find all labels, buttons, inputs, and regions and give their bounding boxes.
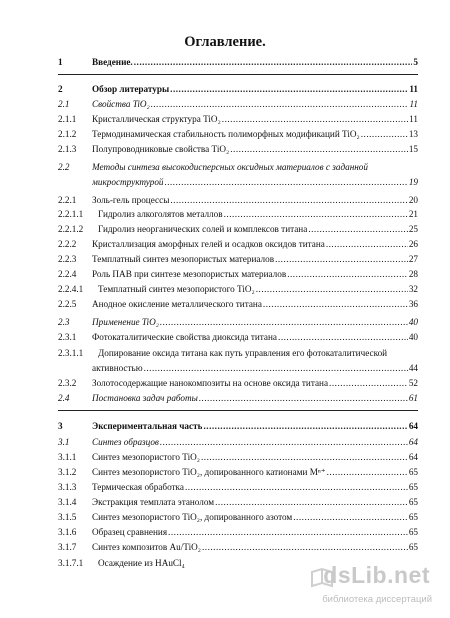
toc-entry-label: Введение.	[92, 57, 133, 67]
toc-entry	[58, 376, 418, 390]
toc-entry-label: Кристаллизация аморфных гелей и осадков оксидов титана	[92, 239, 325, 249]
toc-entry-page: 13	[408, 129, 418, 139]
toc-entry-number: 2.2.2	[58, 239, 77, 249]
toc-entry-label: Экспериментальная часть	[92, 421, 203, 431]
toc-leader-dots	[215, 495, 408, 509]
toc-entry-page: 15	[408, 144, 418, 154]
toc-entry-label: Золотосодержащие нанокомпозиты на основе оксида титана	[92, 378, 329, 388]
toc-leader-dots	[263, 297, 408, 311]
toc-entry-label: Гидролиз неорганических солей и комплексов титана	[98, 224, 308, 234]
toc-entry	[58, 525, 418, 539]
toc-entry-label: Применение TiO₂	[92, 317, 159, 327]
toc-entry	[58, 540, 418, 554]
toc-entry-number: 2.3.1	[58, 332, 77, 342]
toc-leader-dots	[185, 480, 408, 494]
toc-entry-page: 11	[409, 99, 418, 109]
toc-entry-number: 2.2.1.2	[58, 224, 84, 234]
toc-entry-label: Кристаллическая структура TiO₂	[92, 114, 221, 124]
toc-entry-number: 2.4	[58, 393, 70, 403]
toc-leader-dots	[165, 175, 408, 189]
toc-entry-number: 3.1.5	[58, 512, 77, 522]
toc-entry-number: 2.1.1	[58, 114, 77, 124]
toc-entry	[58, 450, 418, 464]
toc-entry	[58, 55, 418, 69]
toc-leader-dots	[230, 142, 408, 156]
toc-entry-page: 19	[408, 177, 418, 187]
toc-entry-label: Полупроводниковые свойства TiO₂	[92, 144, 230, 154]
toc-leader-dots	[170, 193, 407, 207]
toc-leader-dots	[327, 465, 408, 479]
toc-leader-dots	[224, 207, 408, 221]
toc-entry-label: Свойства TiO₂	[92, 99, 150, 109]
toc-leader-dots	[361, 127, 408, 141]
toc-leader-dots	[256, 282, 408, 296]
toc-entry-number: 2.2.4	[58, 269, 77, 279]
toc-entry-number: 2.2.3	[58, 254, 77, 264]
toc-entry-page: 5	[413, 57, 418, 67]
toc-entry-label: Темплатный синтез мезопористых материалов	[92, 254, 275, 264]
toc-entry	[58, 142, 418, 156]
toc-entry-number: 1	[58, 57, 63, 67]
toc-entry-label: Обзор литературы	[92, 84, 170, 94]
toc-entry	[58, 282, 418, 296]
toc-entry	[58, 207, 418, 221]
toc-leader-dots	[160, 315, 408, 329]
toc-entry	[58, 391, 418, 405]
toc-entry-label: Синтез мезопористого TiO₂, допированного катионами Mⁿ⁺	[92, 467, 326, 477]
toc-leader-dots	[278, 330, 408, 344]
toc-leader-dots	[308, 222, 408, 236]
toc-entry-page: 44	[408, 363, 418, 373]
toc-entry-label: Осаждение из HAuCl₄	[98, 558, 185, 568]
toc-entry-page: 65	[408, 527, 418, 537]
toc-entry	[58, 297, 418, 311]
toc-entry-page: 40	[408, 332, 418, 342]
toc-entry-number: 2.3.2	[58, 378, 77, 388]
toc-leader-dots	[222, 112, 408, 126]
toc-entry-label: Допирование оксида титана как путь управления его фотокаталитической	[98, 348, 388, 358]
page-title: Оглавление.	[184, 34, 266, 50]
toc-entry-number: 2	[58, 84, 63, 94]
toc-leader-dots	[326, 237, 408, 251]
toc-entry	[58, 175, 418, 189]
toc-entry	[58, 465, 418, 479]
toc-leader-dots	[287, 267, 408, 281]
toc-leader-dots	[293, 510, 408, 524]
toc-entry-number: 3.1.6	[58, 527, 77, 537]
toc-entry-number: 3.1.3	[58, 482, 77, 492]
watermark-subtitle: библиотека диссертаций	[322, 594, 432, 605]
toc-entry-page: 64	[408, 452, 418, 462]
toc-entry-label: Экстракция темплата этанолом	[92, 497, 215, 507]
section-divider	[58, 74, 418, 75]
toc-entry-number: 3.1.4	[58, 497, 77, 507]
toc-entry-label: Темплатный синтез мезопористого TiO₂	[98, 284, 255, 294]
toc-entry	[58, 315, 418, 329]
toc-entry-number: 3.1.1	[58, 452, 77, 462]
toc-entry	[58, 82, 418, 96]
toc-entry-page: 32	[408, 284, 418, 294]
toc-entry-page: 64	[408, 437, 418, 447]
toc-entry-page: 21	[408, 209, 418, 219]
toc-entry-page: 61	[408, 393, 418, 403]
toc-entry-number: 2.2	[58, 162, 70, 172]
toc-entry	[58, 495, 418, 509]
toc-entry-label: Постановка задач работы	[92, 393, 198, 403]
toc-entry-page: 26	[408, 239, 418, 249]
toc-leader-dots	[203, 419, 407, 433]
toc-entry-label: Образец сравнения	[92, 527, 168, 537]
watermark-brand: dsLib.net	[323, 562, 430, 588]
toc-entry	[58, 330, 418, 344]
toc-entry-page: 27	[408, 254, 418, 264]
toc-entry	[58, 435, 418, 449]
toc-entry-label: Синтез образцов	[92, 437, 159, 447]
toc-entry	[58, 160, 418, 174]
toc-entry	[58, 267, 418, 281]
toc-entry	[58, 237, 418, 251]
toc-entry-number: 2.2.5	[58, 299, 77, 309]
toc-entry-page: 25	[408, 224, 418, 234]
toc-entry-label: Методы синтеза высокодисперсных оксидных материалов с заданной	[92, 162, 368, 172]
watermark	[312, 562, 440, 612]
toc-entry-page: 11	[409, 84, 418, 94]
toc-entry-label: Фотокаталитические свойства диоксида титана	[92, 332, 278, 342]
toc-leader-dots	[170, 82, 408, 96]
toc-entry	[58, 510, 418, 524]
toc-entry-number: 3.1.7	[58, 542, 77, 552]
toc-entry-label: Синтез мезопористого TiO₂, допированного азотом	[92, 512, 293, 522]
toc-entry-label: Синтез композитов Au/TiO₂	[92, 542, 201, 552]
toc-entry-label: Термодинамическая стабильность полиморфных модификаций TiO₂	[92, 129, 360, 139]
toc-entry-number: 2.3	[58, 317, 70, 327]
toc-leader-dots	[201, 450, 408, 464]
toc-entry-number: 3.1	[58, 437, 70, 447]
toc-entry	[58, 419, 418, 433]
toc-entry-page: 11	[409, 114, 418, 124]
toc-entry-label: активностью	[92, 363, 143, 373]
toc-entry-page: 20	[408, 195, 418, 205]
toc-entry-page: 65	[408, 512, 418, 522]
toc-entry-page: 40	[408, 317, 418, 327]
toc-entry-label: Роль ПАВ при синтезе мезопористых материалов	[92, 269, 287, 279]
section-divider	[58, 410, 418, 411]
toc-leader-dots	[199, 391, 408, 405]
toc-entry	[58, 193, 418, 207]
toc-entry-number: 3.1.2	[58, 467, 77, 477]
toc-entry-page: 36	[408, 299, 418, 309]
toc-entry-page: 65	[408, 467, 418, 477]
toc-entry-number: 2.3.1.1	[58, 348, 84, 358]
toc-entry	[58, 222, 418, 236]
toc-entry-number: 2.1.3	[58, 144, 77, 154]
toc-entry-label: Анодное окисление металлического титана	[92, 299, 262, 309]
toc-entry	[58, 252, 418, 266]
toc-entry	[58, 112, 418, 126]
toc-leader-dots	[151, 97, 409, 111]
toc-entry-label: микроструктурой	[92, 177, 164, 187]
toc-entry-page: 64	[408, 421, 418, 431]
toc-entry-number: 2.2.1	[58, 195, 77, 205]
toc-leader-dots	[144, 361, 408, 375]
toc-entry-page: 52	[408, 378, 418, 388]
toc-entry	[58, 127, 418, 141]
toc-entry-number: 2.1	[58, 99, 70, 109]
toc-entry-label: Синтез мезопористого TiO₂	[92, 452, 200, 462]
toc-entry-page: 65	[408, 542, 418, 552]
toc-leader-dots	[275, 252, 408, 266]
toc-entry-number: 2.1.2	[58, 129, 77, 139]
toc-entry-label: Гидролиз алкоголятов металлов	[98, 209, 223, 219]
toc-leader-dots	[168, 525, 408, 539]
toc-entry-page: 65	[408, 497, 418, 507]
toc-entry-number: 2.2.1.1	[58, 209, 84, 219]
toc-entry-number: 3	[58, 421, 63, 431]
toc-leader-dots	[202, 540, 408, 554]
toc-entry-page: 28	[408, 269, 418, 279]
toc-entry	[58, 480, 418, 494]
toc-entry-label: Термическая обработка	[92, 482, 184, 492]
toc-entry-page: 65	[408, 482, 418, 492]
toc-entry-number: 2.2.4.1	[58, 284, 84, 294]
toc-leader-dots	[134, 55, 413, 69]
toc-leader-dots	[160, 435, 408, 449]
toc-entry-label: Золь-гель процессы	[92, 195, 170, 205]
toc-entry	[58, 361, 418, 375]
toc-entry	[58, 97, 418, 111]
toc-leader-dots	[329, 376, 408, 390]
toc-entry	[58, 346, 418, 360]
toc-entry-number: 3.1.7.1	[58, 558, 84, 568]
